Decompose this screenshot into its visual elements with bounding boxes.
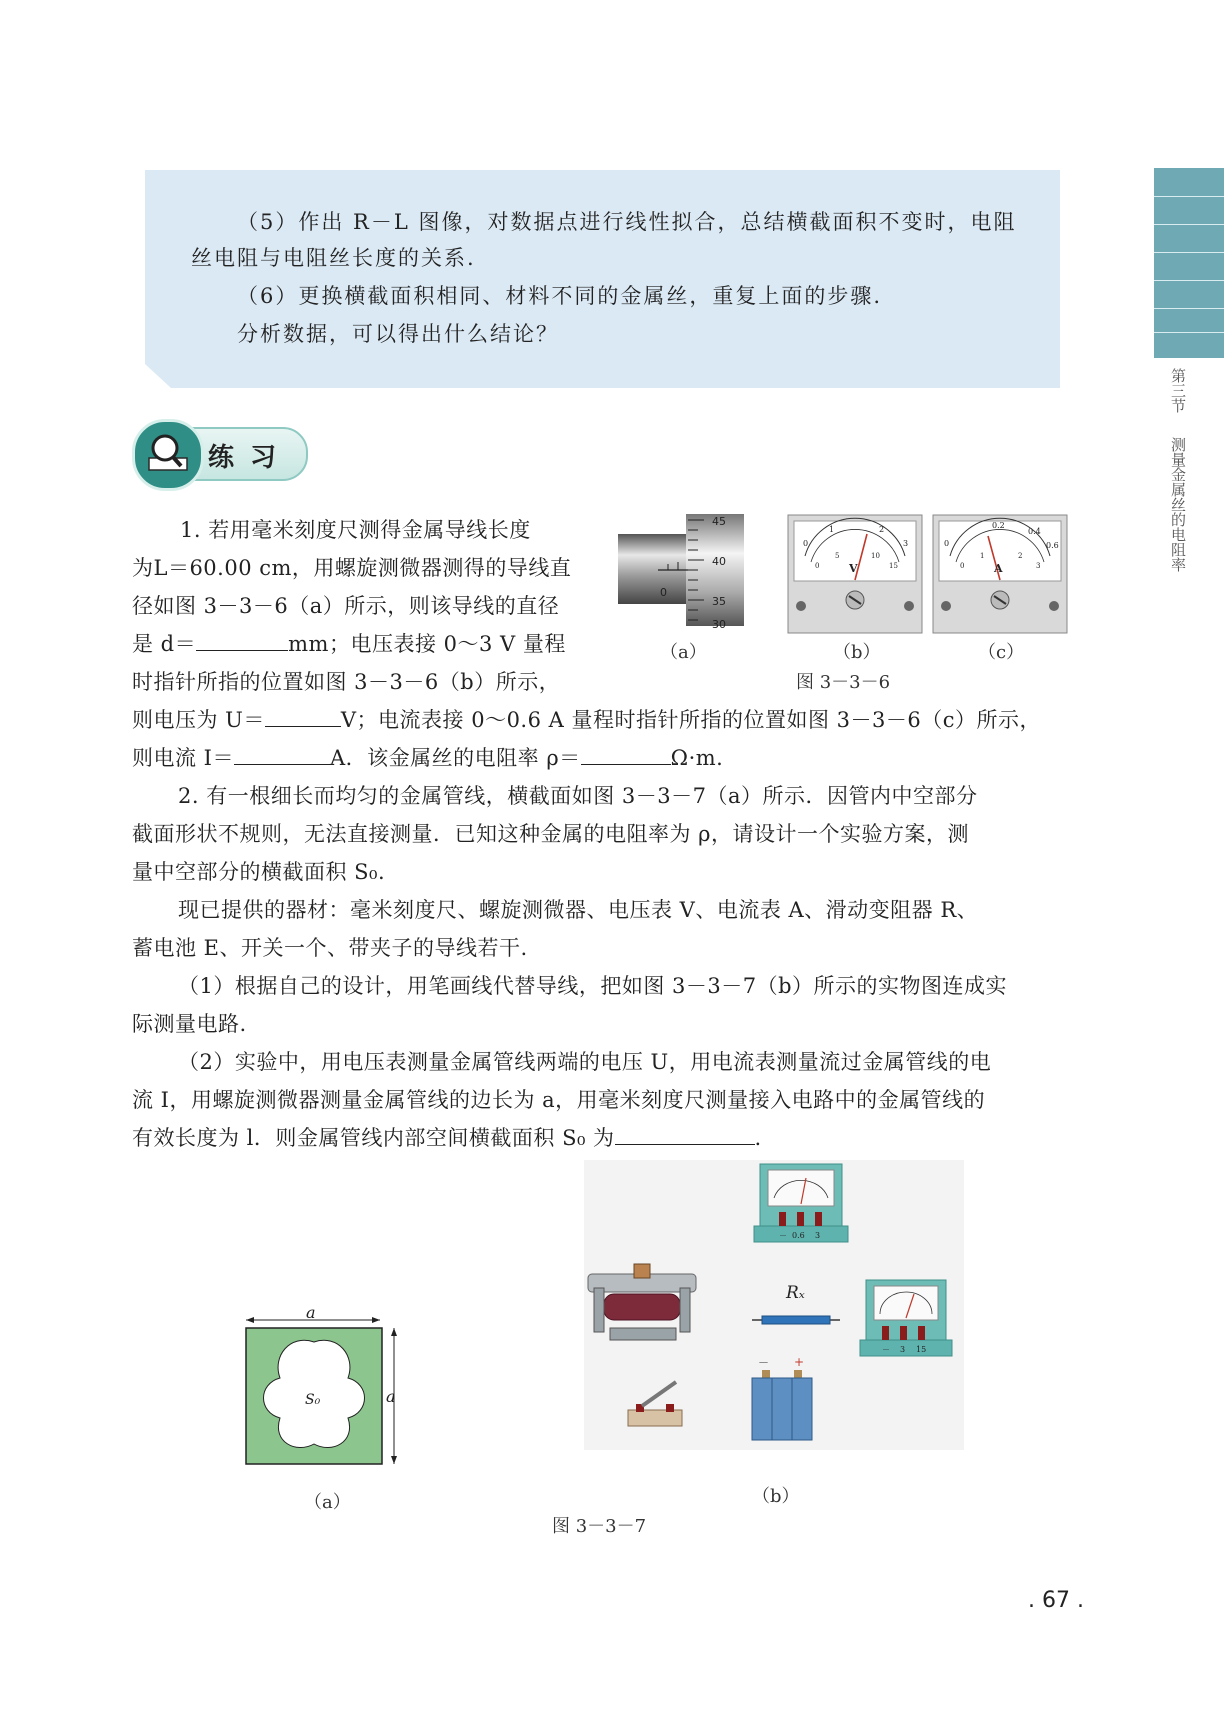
q1-line-4-b: mm；电压表接 0～3 V 量程 xyxy=(288,632,566,656)
battery-plus: + xyxy=(794,1355,805,1369)
current-answer-blank[interactable] xyxy=(234,744,330,765)
q2-line-8: （2）实验中，用电压表测量金属管线两端的电压 U，用电流表测量流过金属管线的电 xyxy=(178,1050,992,1074)
vm-term-15: 15 xyxy=(916,1345,927,1354)
fig336-sub-b: （b） xyxy=(833,642,881,663)
fig336-sub-c: （c） xyxy=(978,642,1025,663)
q1-line-7 xyxy=(132,742,723,772)
micrometer-figure xyxy=(618,514,746,628)
am-bot-0: 0 xyxy=(960,562,965,570)
ammeter-apparatus xyxy=(754,1164,848,1242)
q1-line-6-b: V；电流表接 0～0.6 A 量程时指针所指的位置如图 3－3－6（c）所示， xyxy=(340,708,1042,732)
q2-line-1: 2. 有一根细长而均匀的金属管线，横截面如图 3－3－7（a）所示．因管内中空部分 xyxy=(178,784,978,808)
diameter-answer-blank[interactable] xyxy=(196,630,288,651)
q1-line-7-c: Ω·m. xyxy=(670,746,724,770)
step-6: （6）更换横截面积相同、材料不同的金属丝，重复上面的步骤. xyxy=(237,284,883,308)
q2-line-10: 有效长度为 l．则金属管线内部空间横截面积 S₀ 为 . xyxy=(132,1126,762,1150)
am-bot-2: 2 xyxy=(1018,552,1023,560)
side-tab-section: 第三节 xyxy=(1169,368,1187,413)
side-a-top-label: a xyxy=(306,1304,316,1322)
vm-top-3: 3 xyxy=(903,539,909,548)
area-label: S₀ xyxy=(305,1392,321,1408)
micrometer-tick-30: 30 xyxy=(712,618,726,628)
q1-line-2: 为L＝60.00 cm，用螺旋测微器测得的导线直 xyxy=(132,556,572,580)
chapter-side-tab xyxy=(1154,168,1224,358)
q2-line-6: （1）根据自己的设计，用笔画线代替导线，把如图 3－3－7（b）所示的实物图连成实 xyxy=(178,974,1008,998)
apparatus-figure xyxy=(584,1160,964,1450)
q1-line-4 xyxy=(132,628,566,658)
q2-line-10-text: 有效长度为 l．则金属管线内部空间横截面积 S₀ 为 xyxy=(132,1126,615,1150)
fig337-sub-a: （a） xyxy=(304,1492,351,1513)
side-tab-text xyxy=(1162,368,1186,572)
am-top-0: 0 xyxy=(944,539,950,548)
voltmeter-apparatus xyxy=(860,1280,952,1356)
voltmeter-dial-figure xyxy=(787,514,923,634)
q2-line-5: 蓄电池 E、开关一个、带夹子的导线若干. xyxy=(132,936,528,960)
tube-cross-section-figure xyxy=(230,1304,410,1474)
side-tab-title: 测量金属丝的电阻率 xyxy=(1169,436,1187,572)
vm-top-0: 0 xyxy=(803,539,809,548)
side-a-right-label: a xyxy=(386,1387,396,1406)
q2-line-3: 量中空部分的横截面积 S₀. xyxy=(132,860,386,884)
q2-line-7: 际测量电路. xyxy=(132,1012,247,1036)
magnifier-book-icon xyxy=(132,419,204,491)
ammeter-dial-figure xyxy=(932,514,1068,634)
step-5-line-1: （5）作出 R－L 图像，对数据点进行线性拟合，总结横截面积不变时，电阻 xyxy=(237,210,1017,234)
rx-label: Rₓ xyxy=(786,1283,805,1303)
page-number: . 67 . xyxy=(1028,1588,1084,1613)
vm-bot-10: 10 xyxy=(871,552,880,560)
fig336-caption: 图 3－3－6 xyxy=(796,672,891,693)
q2-line-2: 截面形状不规则，无法直接测量．已知这种金属的电阻率为 ρ，请设计一个实验方案，测 xyxy=(132,822,970,846)
vm-bot-0: 0 xyxy=(815,562,820,570)
rheostat-apparatus xyxy=(588,1264,696,1340)
analysis-question: 分析数据，可以得出什么结论？ xyxy=(237,322,559,346)
resistivity-answer-blank[interactable] xyxy=(581,744,671,765)
am-top-04: 0.4 xyxy=(1028,527,1041,536)
micrometer-zero: 0 xyxy=(660,586,667,599)
q1-line-1: 1. 若用毫米刻度尺测得金属导线长度 xyxy=(180,518,531,542)
step-5-line-2: 丝电阻与电阻丝长度的关系. xyxy=(191,246,476,270)
fig337-caption: 图 3－3－7 xyxy=(552,1516,647,1537)
battery-minus: － xyxy=(758,1356,769,1369)
micrometer-tick-35: 35 xyxy=(712,595,726,608)
q1-line-5: 时指针所指的位置如图 3－3－6（b）所示， xyxy=(132,670,561,694)
q1-line-4-a: 是 d＝ xyxy=(132,632,197,656)
q1-line-7-b: A．该金属丝的电阻率 ρ＝ xyxy=(329,746,581,770)
vm-top-2: 2 xyxy=(879,525,885,534)
q1-line-7-a: 则电流 I＝ xyxy=(132,746,234,770)
fig337-sub-b: （b） xyxy=(752,1486,800,1507)
am-term-06: 0.6 xyxy=(792,1231,805,1240)
micrometer-tick-45: 45 xyxy=(712,515,726,528)
experiment-steps-box xyxy=(145,170,1060,388)
practice-title: 练习 xyxy=(208,443,293,473)
vm-bot-5: 5 xyxy=(835,552,840,560)
q2-line-9: 流 I，用螺旋测微器测量金属管线的边长为 a，用毫米刻度尺测量接入电路中的金属管线的 xyxy=(132,1088,986,1112)
area-answer-blank[interactable] xyxy=(615,1124,755,1145)
am-term-neg: － xyxy=(779,1231,787,1240)
q2-line-4: 现已提供的器材：毫米刻度尺、螺旋测微器、电压表 V、电流表 A、滑动变阻器 R、 xyxy=(178,898,979,922)
am-bot-1: 1 xyxy=(980,552,985,560)
am-bot-3: 3 xyxy=(1036,562,1041,570)
voltage-answer-blank[interactable] xyxy=(265,706,341,727)
q1-line-6 xyxy=(132,704,1041,734)
vm-letter: V xyxy=(849,562,858,575)
q1-line-6-a: 则电压为 U＝ xyxy=(132,708,265,732)
box-corner-fold xyxy=(145,364,175,390)
vm-top-1: 1 xyxy=(829,525,835,534)
micrometer-tick-40: 40 xyxy=(712,555,726,568)
am-letter: A xyxy=(994,562,1003,575)
am-top-02: 0.2 xyxy=(992,521,1005,530)
am-top-06: 0.6 xyxy=(1046,541,1059,550)
q1-line-3: 径如图 3－3－6（a）所示，则该导线的直径 xyxy=(132,594,560,618)
vm-bot-15: 15 xyxy=(889,562,898,570)
am-term-3: 3 xyxy=(815,1231,821,1240)
vm-term-3: 3 xyxy=(900,1345,906,1354)
vm-term-neg: － xyxy=(882,1345,890,1354)
fig336-sub-a: （a） xyxy=(660,642,707,663)
